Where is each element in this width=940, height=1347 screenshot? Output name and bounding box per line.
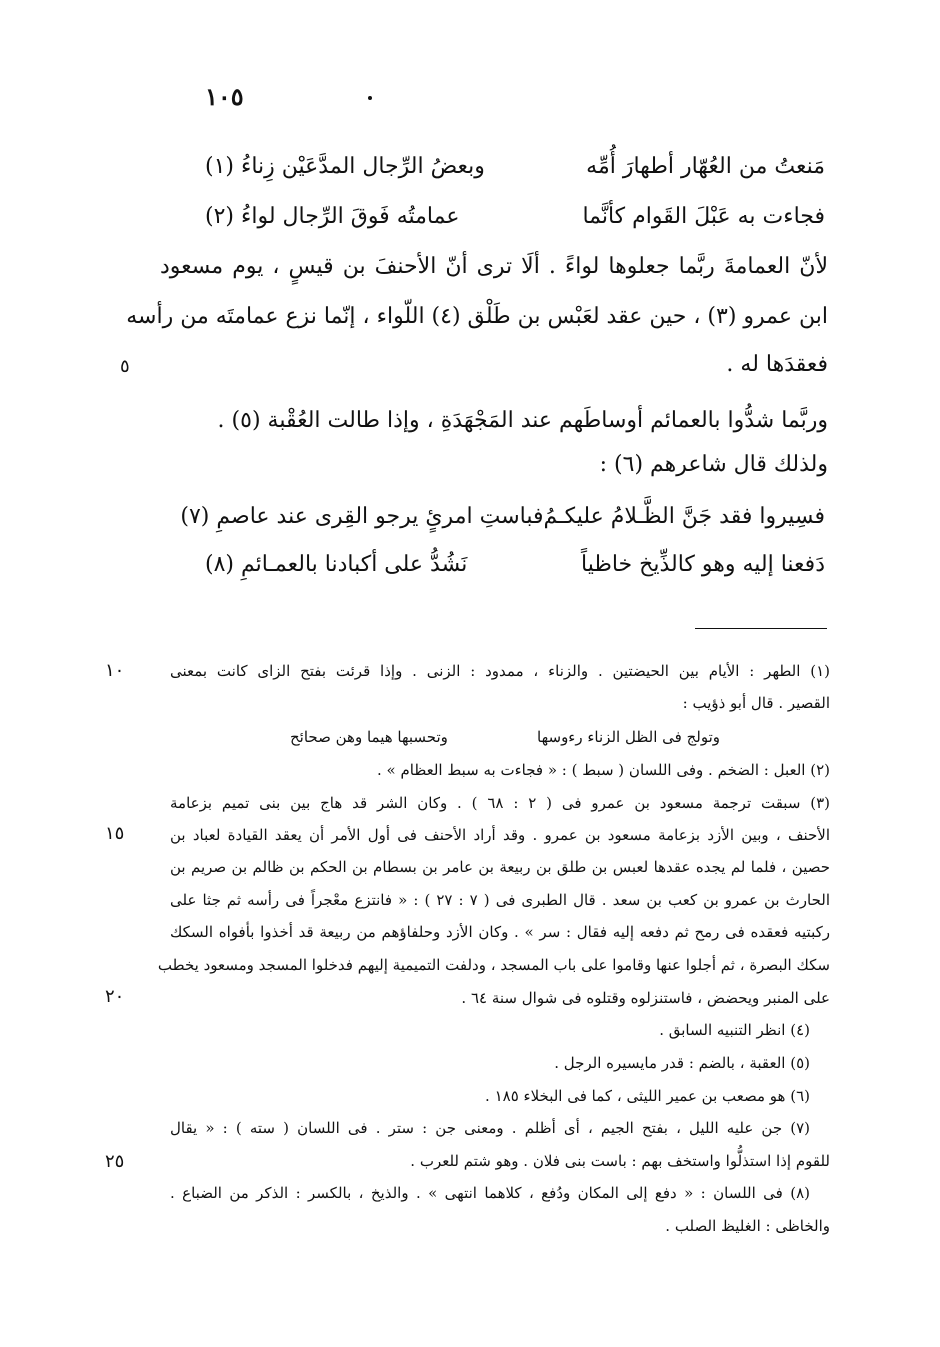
verse-1-first-hemistich: مَنعتُ من العُهّار أطهارَ أُمِّه <box>586 153 825 179</box>
line-number-15: ١٥ <box>105 823 125 844</box>
verse-4-second-hemistich: نَشُدُّ على أكبادنا بالعمـائمِ (٨) <box>205 551 468 577</box>
footnote-1-verse-second: وتحسبها هيما وهن صحائح <box>290 728 448 746</box>
footnote-4: (٤) انظر التنبيه السابق . <box>659 1021 810 1039</box>
footnote-8-line-1: (٨) فى اللسان : « دفع إلى المكان ودُفع ، كلاهما انتهى » . والذيخ ، بالكسر : الذكر من الضباع . <box>170 1184 810 1202</box>
verse-2-second-hemistich: عمامتُه فَوقَ الرِّجال لواءُ (٢) <box>205 203 460 229</box>
footnote-7-line-1: (٧) جن عليه الليل ، بفتح الجيم ، أى أظلم . ومعنى جن : ستر . فى اللسان ( سته ) : « يقال <box>170 1119 810 1137</box>
footnote-1-verse <box>290 728 720 746</box>
paragraph-2-line-1: وربَّما شدُّوا بالعمائم أوساطَهم عند المَجْهَدَةِ ، وإذا طالت العُقْبة (٥) . <box>217 408 828 433</box>
paragraph-1-line-3: فعقدَها له . <box>726 352 828 377</box>
footnote-1-line-2: القصير . قال أبو ذؤيب : <box>682 694 830 712</box>
footnote-1-verse-first: وتولج فى الظل الزناء رءوسها <box>537 728 720 746</box>
paragraph-2-line-2: ولذلك قال شاعرهم (٦) : <box>599 452 828 477</box>
footnote-3-line-4: الحارث بن عمرو بن كعب بن سعد . قال الطبرى فى ( ٧ : ٢٧ ) : « فانتزع معْجراً فى رأسه ثم جثا على <box>170 891 830 909</box>
line-number-10: ١٠ <box>105 660 125 681</box>
verse-1-second-hemistich: وبعضُ الرِّجال المدَّعَيْن زِناءُ (١) <box>205 153 485 179</box>
paragraph-1-line-1: لأنّ العمامةَ ربَّما جعلوها لواءً . ألَا ترى أنّ الأحنفَ بن قيسٍ ، يوم مسعود <box>160 254 828 279</box>
verse-3-second-hemistich: فباستِ امرئٍ يرجو القِرى عند عاصمِ (٧) <box>180 503 544 529</box>
footnote-6: (٦) هو مصعب بن عمير الليثى ، كما فى البخلاء ١٨٥ . <box>485 1087 810 1105</box>
footnote-1-line-1: (١) الطهر : الأيام بين الحيضتين . والزناء ، ممدود : الزنى . وإذا قرئت بفتح الزاى كانت بمعنى <box>170 662 830 680</box>
line-number-5: ٥ <box>120 356 130 377</box>
paragraph-1-line-2: ابن عمرو (٣) ، حين عقد لعَبْس بن طَلْق (٤) اللّواء ، إنّما نزع عمامتَه من رأسه <box>126 304 828 329</box>
footnote-8-line-2: والخاظى : الغليظ الصلب . <box>665 1217 830 1235</box>
footnote-3-line-6: سكك البصرة ، ثم أجلوا عنها وقاموا على باب المسجد ، ودلفت التميمية إليهم فدخلوا المسجد ومسعود يخطب <box>157 956 830 974</box>
footnote-3-line-3: حصين ، فلما لم يجده عقدها لعبس بن طلق بن ربيعة بن عامر بن بسطام بن الحكم بن ظالم بن صريم بن <box>170 858 830 876</box>
decorative-dot <box>368 96 372 100</box>
verse-line-4 <box>205 544 825 584</box>
footnote-2: (٢) العبل : الضخم . وفى اللسان ( سبط ) : « فجاءت به سبط العظام » . <box>376 761 830 779</box>
verse-line-2 <box>205 196 825 236</box>
verse-3-first-hemistich: فسِيروا فقد جَنَّ الظَّـلامُ عليكـمُ <box>543 503 825 529</box>
verse-2-first-hemistich: فجاءت به عَبْلَ القَوام كأنَّما <box>582 203 825 229</box>
footnote-3-line-2: الأحنف ، وبين الأزد بزعامة مسعود بن عمرو . وقد أراد الأحنف فى أول الأمر أن يعقد القيادة لعباد بن <box>170 826 830 844</box>
footnote-3-line-1: (٣) سبقت ترجمة مسعود بن عمرو فى ( ٢ : ٦٨ ) . وكان الشر قد هاج بين بنى تميم بزعامة <box>170 794 831 812</box>
footnote-5: (٥) العقبة ، بالضم : قدر مايسيره الرجل . <box>554 1054 810 1072</box>
line-number-20: ٢٠ <box>105 986 125 1007</box>
verse-line-1 <box>205 146 825 186</box>
footnote-3-line-7: على المنبر ويحضض ، فاستنزلوه وقتلوه فى شوال سنة ٦٤ . <box>461 989 830 1007</box>
footnote-separator <box>695 628 827 629</box>
footnote-3-line-5: ركبتيه فعقده فى رمح ثم دفعه إليه فقال : سر » . وكان الأزد وحلفاؤهم من ربيعة قد أخذوا بأفواه السكك <box>170 923 830 941</box>
verse-4-first-hemistich: دَفعنا إليه وهو كالذِّيخ خاظياً <box>581 551 825 577</box>
page-number: ١٠٥ <box>205 82 244 111</box>
verse-line-3 <box>180 496 825 536</box>
line-number-25: ٢٥ <box>105 1151 125 1172</box>
footnote-7-line-2: للقوم إذا استذلُّوا واستخف بهم : باست بنى فلان . وهو شتم للعرب . <box>410 1152 830 1170</box>
